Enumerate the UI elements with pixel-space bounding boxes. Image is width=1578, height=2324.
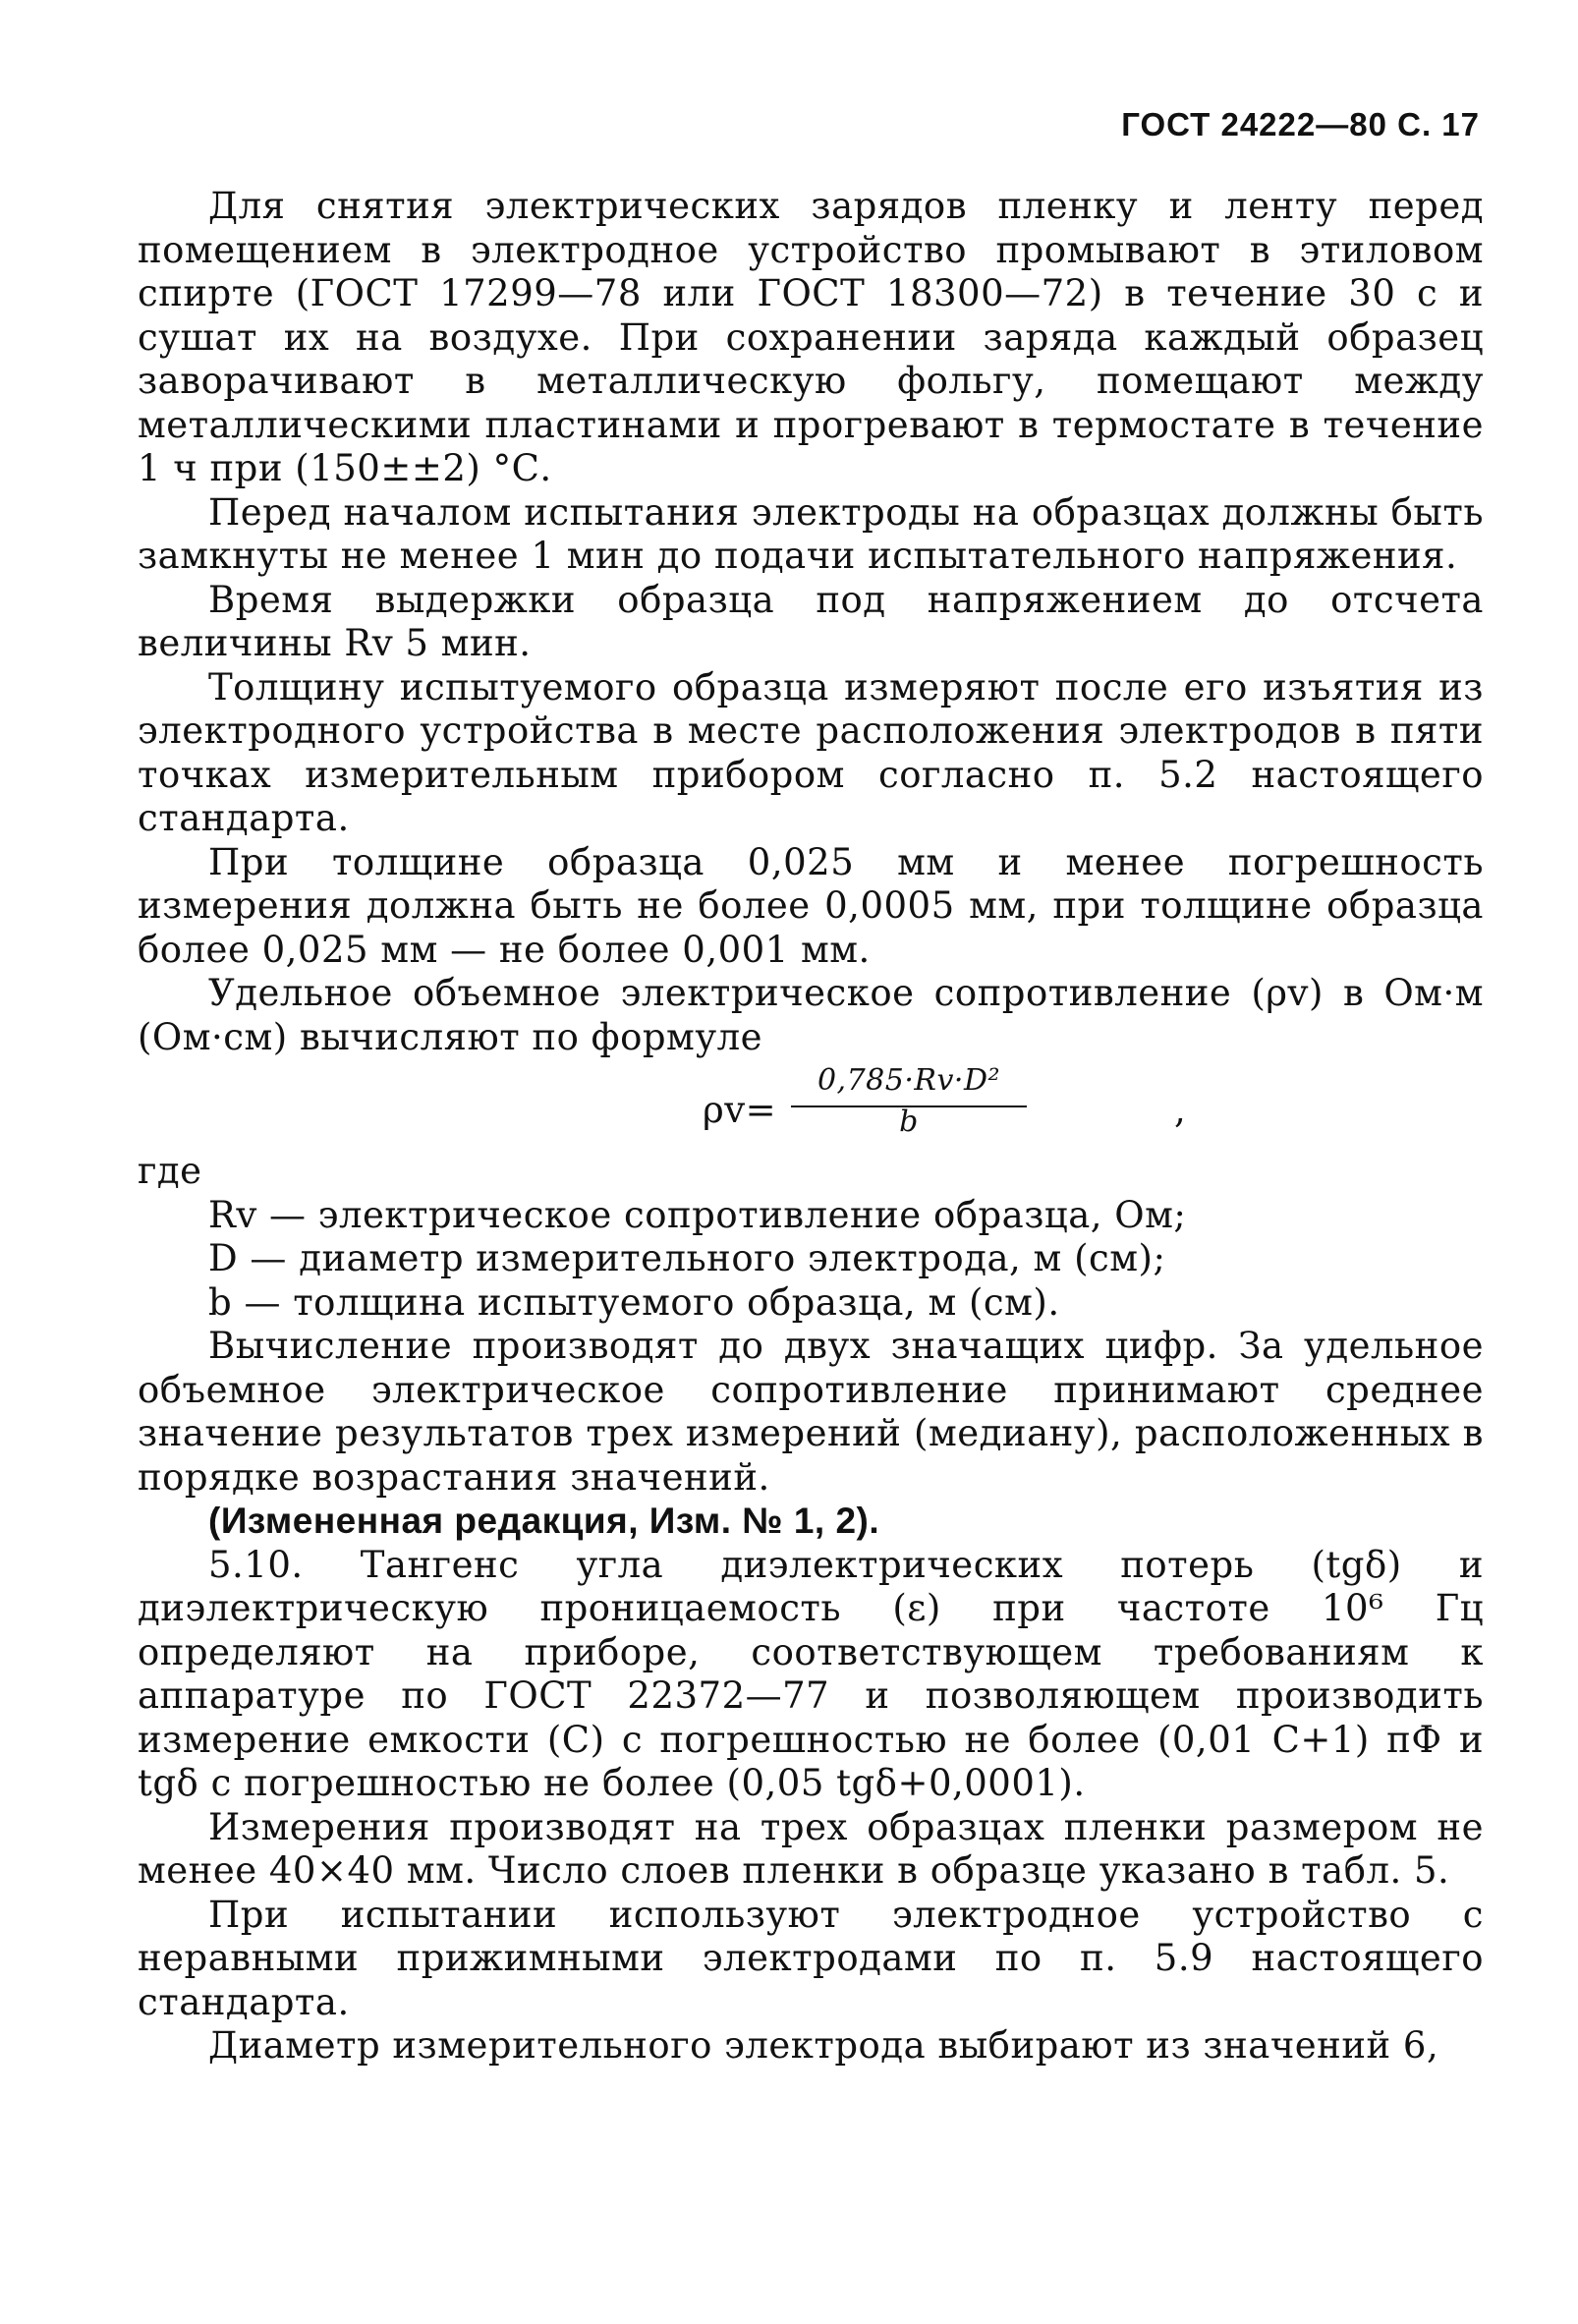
- variable-definition: b — толщина испытуемого образца, м (см).: [208, 1280, 1060, 1324]
- variable-definition: Rv — электрическое сопротивление образца, Ом;: [208, 1193, 1187, 1236]
- paragraph: Диаметр измерительного электрода выбирают из значений 6,: [208, 2024, 1439, 2067]
- variable-definition: D — диаметр измерительного электрода, м (см);: [208, 1237, 1166, 1279]
- formula-denominator: b: [899, 1104, 919, 1139]
- paragraph: Время выдержки образца под напряжением до отсчета величины Rv 5 мин.: [138, 578, 1484, 664]
- paragraph: Вычисление производят до двух значащих цифр. За удельное объемное электрическое сопротивление принимают среднее значение результатов трех измерений (медиану), расположенных в порядке возрастания значений.: [138, 1325, 1484, 1499]
- formula-lhs: ρv=: [703, 1089, 777, 1131]
- paragraph: Для снятия электрических зарядов пленку и ленту перед помещением в электродное устройство промывают в этиловом спирте (ГОСТ 17299—78 или ГОСТ 18300—72) в течение 30 с и сушат их на воздухе. При сохранении заряда каждый образец заворачивают в металлическую фольгу, помещают между металлическими пластинами и прогревают в термостате в течение 1 ч при (150±±2) °С.: [138, 185, 1484, 489]
- where-label: где: [138, 1150, 202, 1192]
- paragraph: Удельное объемное электрическое сопротивление (ρv) в Ом·м (Ом·см) вычисляют по формуле: [138, 972, 1484, 1058]
- formula-fraction: [791, 1059, 1027, 1137]
- amendment-note: (Измененная редакция, Изм. № 1, 2).: [208, 1501, 880, 1541]
- paragraph: Измерения производят на трех образцах пленки размером не менее 40×40 мм. Число слоев пленки в образце указано в табл. 5.: [138, 1805, 1484, 1892]
- paragraph: 5.10. Тангенс угла диэлектрических потерь (tgδ) и диэлектрическую проницаемость (ε) при частоте 10⁶ Гц определяют на приборе, соответствующем требованиям к аппаратуре по ГОСТ 22372—77 и позволяющем производить измерение емкости (C) с погрешностью не более (0,01 C+1) пФ и tgδ с погрешностью не более (0,05 tgδ+0,0001).: [138, 1543, 1484, 1804]
- paragraph: Перед началом испытания электроды на образцах должны быть замкнуты не менее 1 мин до подачи испытательного напряжения.: [138, 490, 1484, 577]
- formula-comma: ,: [1174, 1089, 1187, 1131]
- paragraph: Толщину испытуемого образца измеряют после его изъятия из электродного устройства в месте расположения электродов в пяти точках измерительным прибором согласно п. 5.2 настоящего стандарта.: [138, 665, 1484, 839]
- page-header: ГОСТ 24222—80 С. 17: [1121, 106, 1480, 142]
- paragraph: При испытании используют электродное устройство с неравными прижимными электродами по п. 5.9 настоящего стандарта.: [138, 1893, 1484, 2023]
- paragraph: При толщине образца 0,025 мм и менее погрешность измерения должна быть не более 0,0005 мм, при толщине образца более 0,025 мм — не более 0,001 мм.: [138, 840, 1484, 971]
- body-text: [138, 185, 1484, 2069]
- variable-definitions: [138, 1194, 1484, 1326]
- resistivity-formula: [138, 1059, 1484, 1150]
- formula-numerator: 0,785·Rv·D²: [791, 1059, 1027, 1107]
